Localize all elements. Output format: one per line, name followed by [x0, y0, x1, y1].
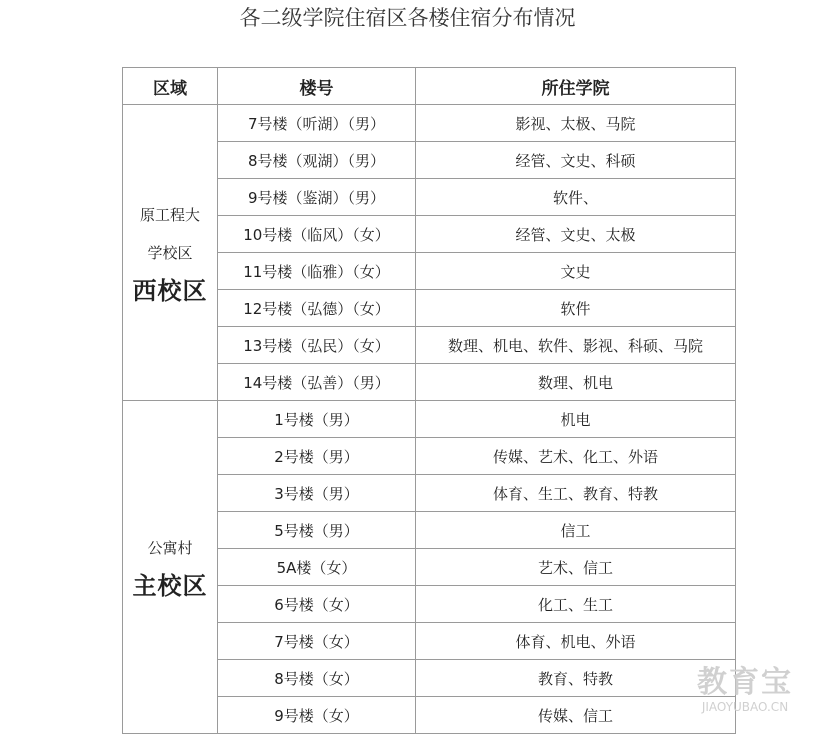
campus-name: 西校区 — [132, 276, 208, 305]
building-cell: 6号楼（女） — [218, 586, 416, 623]
building-cell: 14号楼（弘善）（男） — [218, 364, 416, 401]
college-cell: 软件 — [416, 290, 736, 327]
college-cell: 机电 — [416, 401, 736, 438]
college-cell: 教育、特教 — [416, 660, 736, 697]
college-cell: 体育、生工、教育、特教 — [416, 475, 736, 512]
building-cell: 1号楼（男） — [218, 401, 416, 438]
header-building: 楼号 — [218, 68, 416, 105]
building-cell: 7号楼（女） — [218, 623, 416, 660]
building-cell: 12号楼（弘德）（女） — [218, 290, 416, 327]
west-area-cell — [123, 105, 218, 401]
college-cell: 软件、 — [416, 179, 736, 216]
college-cell: 传媒、信工 — [416, 697, 736, 734]
college-cell: 经管、文史、科硕 — [416, 142, 736, 179]
college-cell: 数理、机电、软件、影视、科硕、马院 — [416, 327, 736, 364]
building-cell: 5号楼（男） — [218, 512, 416, 549]
watermark-text: 教育宝 — [697, 665, 793, 700]
main-campus-section — [123, 401, 736, 734]
college-cell: 体育、机电、外语 — [416, 623, 736, 660]
dormitory-table — [122, 67, 736, 734]
table-header-row — [123, 68, 736, 105]
college-cell: 艺术、信工 — [416, 549, 736, 586]
college-cell: 影视、太极、马院 — [416, 105, 736, 142]
building-cell: 8号楼（女） — [218, 660, 416, 697]
watermark-url: JIAOYUBAO.CN — [701, 700, 789, 714]
building-cell: 3号楼（男） — [218, 475, 416, 512]
building-cell: 11号楼（临雅）（女） — [218, 253, 416, 290]
college-cell: 信工 — [416, 512, 736, 549]
building-cell: 9号楼（女） — [218, 697, 416, 734]
college-cell: 化工、生工 — [416, 586, 736, 623]
building-cell: 13号楼（弘民）（女） — [218, 327, 416, 364]
table-row — [123, 401, 736, 438]
building-cell: 2号楼（男） — [218, 438, 416, 475]
building-cell: 5A楼（女） — [218, 549, 416, 586]
main-area-cell — [123, 401, 218, 734]
building-cell: 8号楼（观湖）（男） — [218, 142, 416, 179]
building-cell: 10号楼（临风）（女） — [218, 216, 416, 253]
building-cell: 7号楼（听湖）（男） — [218, 105, 416, 142]
header-area: 区域 — [123, 68, 218, 105]
college-cell: 经管、文史、太极 — [416, 216, 736, 253]
table-row — [123, 105, 736, 142]
page-title: 各二级学院住宿区各楼住宿分布情况 — [239, 6, 576, 30]
building-cell: 9号楼（鉴湖）（男） — [218, 179, 416, 216]
college-cell: 文史 — [416, 253, 736, 290]
west-campus-section — [123, 105, 736, 401]
area-subtitle: 学校区 — [147, 243, 193, 262]
campus-name: 主校区 — [132, 572, 208, 600]
area-subtitle: 公寓村 — [147, 539, 193, 557]
area-subtitle: 原工程大 — [139, 205, 200, 224]
college-cell: 数理、机电 — [416, 364, 736, 401]
college-cell: 传媒、艺术、化工、外语 — [416, 438, 736, 475]
header-college: 所住学院 — [416, 68, 736, 105]
